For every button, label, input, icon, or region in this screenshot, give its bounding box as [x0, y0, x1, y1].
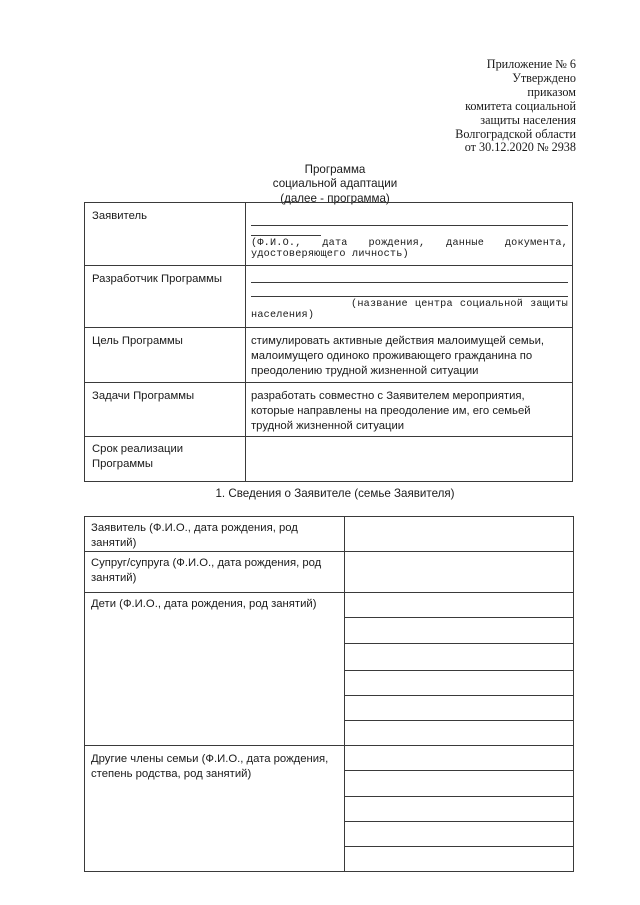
term-value[interactable] [246, 437, 573, 482]
family-spouse-field[interactable] [345, 552, 574, 593]
header-line: от 30.12.2020 № 2938 [464, 140, 576, 155]
developer-underline-2 [251, 296, 568, 297]
document-title [190, 163, 480, 206]
term-label: Срок реализации Программы [85, 437, 246, 482]
title-line: (далее - программа) [280, 191, 390, 205]
other-member-field[interactable] [345, 771, 573, 797]
header-line: Приложение № 6 [486, 57, 576, 71]
child-entry-field[interactable] [345, 671, 573, 696]
tasks-row [85, 383, 573, 437]
applicant-row [85, 203, 573, 266]
applicant-underline-2 [251, 235, 321, 236]
header-line: Утверждено [512, 70, 576, 85]
goal-row [85, 328, 573, 383]
applicant-underline-1 [251, 225, 568, 226]
child-entry-field[interactable] [345, 644, 573, 671]
family-applicant-label: Заявитель (Ф.И.О., дата рождения, род занятий) [85, 517, 345, 552]
developer-row [85, 266, 573, 328]
header-line: Волгоградской области [455, 126, 576, 141]
family-row-spouse [85, 552, 574, 593]
tasks-value: разработать совместно с Заявителем мероприятия, которые направлены на преодоление им, его семьей трудной жизненной ситуации [246, 383, 573, 437]
other-member-field[interactable] [345, 746, 573, 771]
other-member-field[interactable] [345, 847, 573, 871]
applicant-hint: (Ф.И.О., дата рождения, данные документа, [251, 238, 568, 249]
child-entry-field[interactable] [345, 696, 573, 721]
family-row-children [85, 593, 574, 746]
term-row [85, 437, 573, 482]
family-table [84, 516, 574, 872]
goal-value: стимулировать активные действия малоимущей семьи, малоимущего одиноко проживающего гражданина по преодолению трудной жизненной ситуации [246, 328, 573, 383]
other-member-field[interactable] [345, 797, 573, 822]
developer-field[interactable] [246, 266, 573, 328]
header-line: приказом [527, 84, 576, 99]
developer-hint: (название центра социальной защиты [351, 299, 568, 310]
family-row-others [85, 746, 574, 872]
approval-header [316, 58, 576, 155]
section-heading: 1. Сведения о Заявителе (семье Заявителя) [215, 487, 455, 500]
developer-label: Разработчик Программы [85, 266, 246, 328]
family-children-fields [345, 593, 574, 746]
family-spouse-label: Супруг/супруга (Ф.И.О., дата рождения, род занятий) [85, 552, 345, 593]
family-others-label: Другие члены семьи (Ф.И.О., дата рождения, степень родства, род занятий) [85, 746, 345, 872]
family-applicant-field[interactable] [345, 517, 574, 552]
child-entry-field[interactable] [345, 593, 573, 618]
child-entry-field[interactable] [345, 618, 573, 644]
applicant-hint-2: удостоверяющего личность) [251, 249, 409, 261]
developer-hint-2: населения) [251, 310, 315, 322]
title-line: Программа [304, 163, 366, 176]
goal-label: Цель Программы [85, 328, 246, 383]
developer-underline-1 [251, 282, 568, 283]
applicant-field[interactable] [246, 203, 573, 266]
program-table [84, 202, 573, 482]
applicant-label: Заявитель [85, 203, 246, 266]
title-line: социальной адаптации [272, 177, 398, 191]
header-line: защиты населения [480, 112, 576, 127]
family-row-applicant [85, 517, 574, 552]
tasks-label: Задачи Программы [85, 383, 246, 437]
header-line: комитета социальной [465, 98, 576, 113]
child-entry-field[interactable] [345, 721, 573, 745]
family-others-fields [345, 746, 574, 872]
other-member-field[interactable] [345, 822, 573, 847]
family-children-label: Дети (Ф.И.О., дата рождения, род занятий) [85, 593, 345, 746]
